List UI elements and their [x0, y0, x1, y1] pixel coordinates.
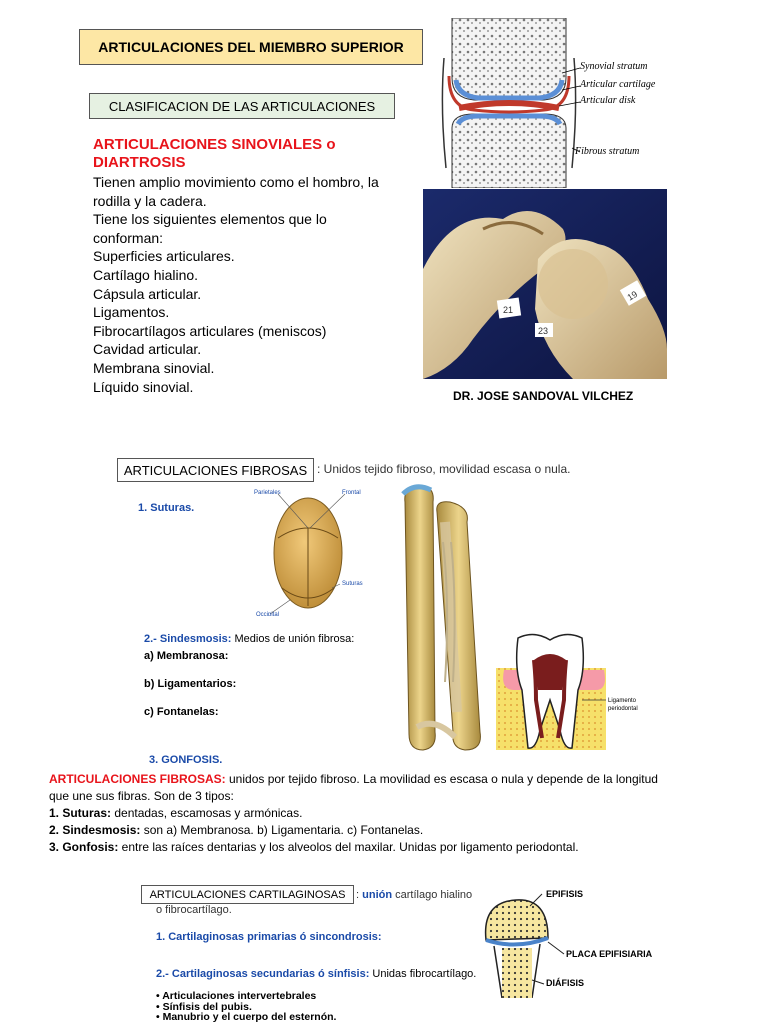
cartilaginosas-desc [356, 889, 472, 901]
suturas-item: 1. Suturas. [138, 502, 195, 514]
sindesmosis-b: b) Ligamentarios: [144, 678, 237, 690]
sindesmosis-a: a) Membranosa: [144, 650, 229, 662]
label-ligamento: Ligamento [608, 698, 637, 704]
cartilaginosas-item2 [156, 968, 476, 980]
forearm-bones-illustration [395, 482, 495, 754]
type1-text: dentadas, escamosas y armónicas. [111, 806, 303, 820]
classification-heading: CLASIFICACION DE LAS ARTICULACIONES [89, 93, 395, 119]
page-title: ARTICULACIONES DEL MIEMBRO SUPERIOR [79, 29, 423, 65]
bullet-item: • Sínfisis del pubis. [156, 1000, 252, 1013]
body-line: Tienen amplio movimiento como el hombro, la [93, 174, 379, 190]
body-line: Líquido sinovial. [93, 378, 194, 395]
sinoviales-title [93, 136, 413, 172]
author-name: DR. JOSE SANDOVAL VILCHEZ [453, 389, 634, 403]
skull-diagram [250, 488, 370, 616]
fibrosas-type3 [49, 839, 739, 856]
body-line: Cavidad articular. [93, 341, 202, 358]
cartilaginosas-item1: 1. Cartilaginosas primarias ó sincondrosis: [156, 931, 382, 943]
sinoviales-body [93, 173, 413, 396]
body-line: Superficies articulares. [93, 248, 235, 265]
cartilaginosas-bullets [156, 991, 336, 1023]
fibrosas-intro-text: unidos por tejido fibroso. La movilidad es escasa o nula y depende de la longitud [225, 772, 658, 786]
body-line: Fibrocartílagos articulares (meniscos) [93, 322, 327, 339]
body-line: Membrana sinovial. [93, 359, 215, 376]
sinoviales-title-line2: DIARTROSIS [93, 154, 186, 171]
label-articular-cartilage: Articular cartilage [580, 79, 656, 90]
sinoviales-title-line1: ARTICULACIONES SINOVIALES o [93, 136, 336, 153]
synovial-joint-diagram [434, 18, 674, 188]
label-placa-epifisiaria: PLACA EPIFISIARIA [566, 949, 652, 959]
fibrosas-intro2: que une sus fibras. Son de 3 tipos: [49, 789, 234, 803]
sindesmosis-label: 2.- Sindesmosis: [144, 633, 232, 645]
type3-text: entre las raíces dentarias y los alveolos del maxilar. Unidas por ligamento periodontal. [118, 840, 579, 854]
sindesmosis-item [144, 633, 354, 645]
epiphyseal-plate-diagram [482, 880, 652, 998]
tag-19: 19 [625, 288, 640, 303]
fibrosas-type2 [49, 822, 739, 839]
label-epifisis: EPIFISIS [546, 889, 584, 899]
cartilaginosas-desc-rest: cartílago hialino [392, 889, 473, 901]
tag-23: 23 [538, 326, 549, 336]
label-frontal: Frontal [342, 490, 361, 496]
cartilaginosas-desc-line2: o fibrocartílago. [156, 904, 232, 916]
label-occipital: Occipital [256, 612, 280, 616]
fibrosas-intro [49, 771, 739, 788]
tooth-gomphosis-diagram [496, 630, 656, 750]
gonfosis-item: 3. GONFOSIS. [149, 754, 223, 766]
type2-label: 2. Sindesmosis: [49, 823, 141, 837]
sindesmosis-desc: Medios de unión fibrosa: [231, 633, 355, 645]
fibrosas-title: ARTICULACIONES FIBROSAS: [49, 772, 226, 786]
body-line: Cápsula articular. [93, 285, 202, 302]
label-synovial-stratum: Synovial stratum [580, 61, 648, 72]
label-suturas: Suturas [342, 581, 363, 587]
type2-text: son a) Membranosa. b) Ligamentaria. c) Fontanelas. [140, 823, 424, 837]
bullet-item: • Manubrio y el cuerpo del esternón. [156, 1011, 337, 1023]
bullet-item: • Articulaciones intervertebrales [156, 990, 317, 1002]
fibrosas-box-desc: : Unidos tejido fibroso, movilidad escasa o nula. [317, 462, 571, 476]
cartilaginosas-box-label: ARTICULACIONES CARTILAGINOSAS [141, 885, 354, 904]
item2-label: 2.- Cartilaginosas secundarias ó sínfisis: [156, 968, 370, 980]
label-diafisis: DIÁFISIS [546, 978, 585, 988]
label-fibrous-stratum: Fibrous stratum [575, 146, 640, 157]
body-line: conforman: [93, 229, 164, 246]
label-parietales: Parietales [254, 490, 281, 496]
item2-desc: Unidas fibrocartílago. [369, 968, 477, 980]
shoulder-bone-photo [423, 189, 667, 379]
fibrosas-box-label: ARTICULACIONES FIBROSAS [117, 458, 314, 482]
body-line: Cartílago hialino. [93, 266, 199, 283]
tag-21: 21 [503, 305, 514, 315]
body-line: rodilla y la cadera. [93, 192, 207, 209]
type3-label: 3. Gonfosis: [49, 840, 119, 854]
fibrosas-paragraph [49, 771, 739, 856]
body-line: Ligamentos. [93, 304, 170, 321]
cartilaginosas-colon: : [356, 889, 363, 901]
cartilaginosas-union: unión [362, 889, 393, 901]
label-periodontal: periodontal [608, 706, 638, 712]
fibrosas-type1 [49, 805, 739, 822]
sindesmosis-c: c) Fontanelas: [144, 706, 219, 718]
type1-label: 1. Suturas: [49, 806, 112, 820]
label-articular-disk: Articular disk [580, 95, 636, 106]
body-line: Tiene los siguientes elementos que lo [93, 211, 327, 228]
